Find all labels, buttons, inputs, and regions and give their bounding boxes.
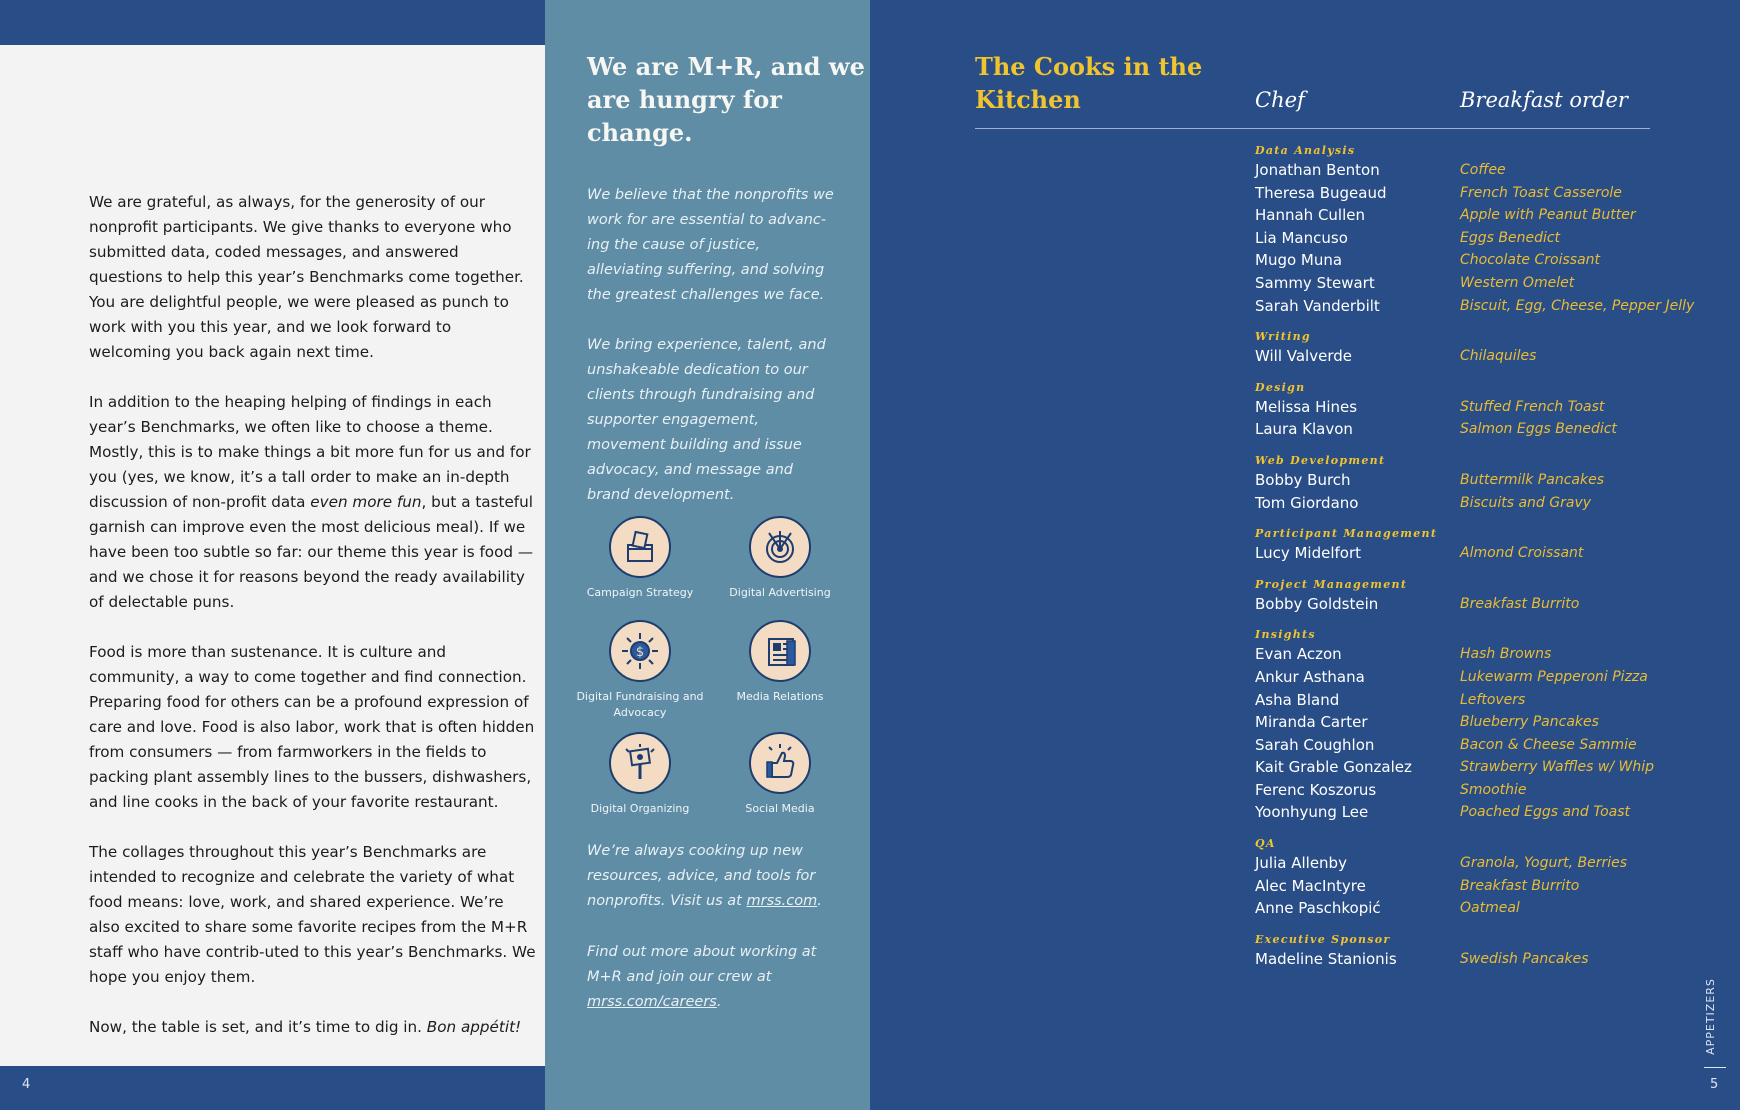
department-heading: Executive Sponsor xyxy=(1255,932,1391,946)
closing-line xyxy=(89,1015,536,1040)
header-rule xyxy=(975,128,1650,129)
service-social-media xyxy=(715,732,845,817)
breakfast-order: Granola, Yogurt, Berries xyxy=(1460,855,1628,872)
protest-sign-icon xyxy=(609,732,671,794)
p2-text: In addition to the heaping helping of findings in each year’s Benchmarks, we often like to choose a theme. Mostly, this is to make things a bit more fun for us and for you (yes, we know, it’s a tall order to make an in-depth discussion of non-profit data xyxy=(89,393,531,511)
page-number-left: 4 xyxy=(22,1077,31,1092)
services-grid xyxy=(575,516,860,816)
chef-name: Bobby Burch xyxy=(1255,470,1351,489)
roster-row xyxy=(1255,542,1725,565)
roster-row xyxy=(1255,227,1725,250)
department-heading: Design xyxy=(1255,380,1306,394)
about-paragraph-3: We’re always cooking up new resources, advice, and tools for nonprofits. Visit us at mrss.com. xyxy=(587,843,822,909)
roster-row xyxy=(1255,689,1725,712)
breakfast-order: Apple with Peanut Butter xyxy=(1460,207,1636,224)
chef-name: Julia Allenby xyxy=(1255,854,1347,873)
service-media-relations xyxy=(715,620,845,705)
intro-text xyxy=(89,190,536,1065)
breakfast-order: Coffee xyxy=(1460,162,1506,178)
chef-name: Asha Bland xyxy=(1255,690,1340,709)
section-tab-label: APPETIZERS xyxy=(1703,978,1717,1055)
chef-name: Ferenc Koszorus xyxy=(1255,780,1377,799)
roster-row xyxy=(1255,801,1725,824)
roster-row xyxy=(1255,779,1725,802)
chef-name: Laura Klavon xyxy=(1255,420,1353,439)
about-heading: We are M+R, and we are hungry for change. xyxy=(587,52,865,147)
newspaper-icon xyxy=(749,620,811,682)
p2-tail: , but a tasteful garnish can improve even the most delicious meal). If we have been too subtle so far: our theme this year is food — and we chose it for reasons beyond the ready availability of delectable puns. xyxy=(89,493,534,611)
roster-row xyxy=(1255,272,1725,295)
roster-row xyxy=(1255,182,1725,205)
breakfast-order: Blueberry Pancakes xyxy=(1460,714,1599,731)
section-tab xyxy=(1700,980,1720,1060)
service-label: Campaign Strategy xyxy=(586,586,694,599)
roster-row xyxy=(1255,711,1725,734)
chef-name: Theresa Bugeaud xyxy=(1255,183,1387,202)
breakfast-order: French Toast Casserole xyxy=(1460,184,1622,201)
roster-row xyxy=(1255,469,1725,492)
chef-name: Lia Mancuso xyxy=(1255,228,1348,247)
breakfast-order: Oatmeal xyxy=(1460,900,1520,917)
intro-paragraph-2 xyxy=(89,390,536,615)
service-digital-organizing xyxy=(575,732,705,817)
chef-name: Sarah Coughlon xyxy=(1255,735,1375,754)
breakfast-order: Western Omelet xyxy=(1460,274,1575,291)
breakfast-order: Leftovers xyxy=(1460,691,1526,708)
about-paragraph-1: We believe that the nonprofits we work for are essential to advanc-ing the cause of justice, alleviating suffering, and solving the greatest challenges we face. xyxy=(587,187,834,303)
chef-name: Sarah Vanderbilt xyxy=(1255,296,1380,315)
chef-name: Kait Grable Gonzalez xyxy=(1255,758,1412,777)
department-heading: Data Analysis xyxy=(1255,144,1356,157)
roster-row xyxy=(1255,159,1725,182)
service-label: Digital Organizing xyxy=(590,802,690,815)
breakfast-order: Lukewarm Pepperoni Pizza xyxy=(1460,668,1648,685)
breakfast-order: Almond Croissant xyxy=(1460,545,1584,562)
roster-list xyxy=(1255,142,1725,970)
column-header-chef: Chef xyxy=(1255,88,1305,112)
breakfast-order: Hash Browns xyxy=(1460,646,1552,663)
breakfast-order: Poached Eggs and Toast xyxy=(1460,804,1631,821)
breakfast-order: Chocolate Croissant xyxy=(1460,252,1601,269)
roster-row xyxy=(1255,418,1725,441)
dollar-coin-icon xyxy=(609,620,671,682)
breakfast-order: Biscuit, Egg, Cheese, Pepper Jelly xyxy=(1460,297,1695,314)
svg-text:$: $ xyxy=(635,645,645,660)
service-label: Digital Fundraising and Advocacy xyxy=(576,690,704,719)
chef-name: Hannah Cullen xyxy=(1255,206,1366,225)
p2-italic: even more fun xyxy=(310,493,422,511)
service-label: Social Media xyxy=(745,802,815,815)
chef-name: Madeline Stanionis xyxy=(1255,949,1397,968)
chef-name: Jonathan Benton xyxy=(1255,161,1380,179)
department-heading: Web Development xyxy=(1255,453,1386,467)
about-paragraph-4: Find out more about working at M+R and join our crew at mrss.com/careers. xyxy=(587,944,817,1010)
breakfast-order: Swedish Pancakes xyxy=(1460,950,1589,967)
intro-paragraph-1: We are grateful, as always, for the generosity of our nonprofit participants. We give thanks to everyone who submitted data, coded messages, and answered questions to help this year’s Benchmarks come together. You are delightful people, we were pleased as punch to work with you this year, and we look forward to welcoming you back again next time. xyxy=(89,193,524,361)
service-campaign-strategy xyxy=(575,516,705,601)
roster-row xyxy=(1255,396,1725,419)
breakfast-order: Strawberry Waffles w/ Whip xyxy=(1460,759,1655,776)
chef-name: Melissa Hines xyxy=(1255,397,1358,416)
roster-row xyxy=(1255,756,1725,779)
intro-paragraph-4: The collages throughout this year’s Benchmarks are intended to recognize and celebrate the variety of what food means: love, work, and shared experience. We’re also excited to share some favorite recipes from the M+R staff who have contrib-uted to this year’s Benchmarks. We hope you enjoy them. xyxy=(89,843,536,986)
roster-row xyxy=(1255,734,1725,757)
department-heading: Writing xyxy=(1255,330,1311,344)
roster-row xyxy=(1255,492,1725,515)
left-page xyxy=(0,0,545,1110)
breakfast-order: Bacon & Cheese Sammie xyxy=(1460,736,1637,753)
chef-name: Anne Paschkopić xyxy=(1255,899,1381,918)
target-icon xyxy=(749,516,811,578)
service-label: Digital Advertising xyxy=(729,586,831,599)
service-digital-fundraising xyxy=(575,620,705,721)
chef-name: Miranda Carter xyxy=(1255,713,1368,732)
roster-row xyxy=(1255,204,1725,227)
mrss-link[interactable]: mrss.com xyxy=(746,893,818,909)
breakfast-order: Stuffed French Toast xyxy=(1460,398,1605,415)
roster-row xyxy=(1255,897,1725,920)
roster-row xyxy=(1255,295,1725,318)
roster-row xyxy=(1255,249,1725,272)
chef-name: Sammy Stewart xyxy=(1255,273,1375,292)
roster-row xyxy=(1255,875,1725,898)
roster-row xyxy=(1255,666,1725,689)
department-heading: QA xyxy=(1255,837,1276,851)
chef-name: Bobby Goldstein xyxy=(1255,594,1379,613)
breakfast-order: Breakfast Burrito xyxy=(1460,877,1580,894)
closing-text: Now, the table is set, and it’s time to dig in. xyxy=(89,1018,422,1036)
chef-name: Mugo Muna xyxy=(1255,251,1343,270)
breakfast-order: Eggs Benedict xyxy=(1460,229,1561,246)
chef-name: Yoonhyung Lee xyxy=(1255,803,1369,822)
department-heading: Insights xyxy=(1255,628,1316,642)
chef-name: Tom Giordano xyxy=(1255,493,1359,512)
para4-text: Find out more about working at M+R and join our crew at xyxy=(587,944,817,985)
chef-name: Alec MacIntyre xyxy=(1255,876,1366,895)
breakfast-order: Biscuits and Gravy xyxy=(1460,494,1592,511)
page-number-right: 5 xyxy=(1710,1077,1719,1092)
bottom-band xyxy=(0,1066,545,1110)
breakfast-order: Breakfast Burrito xyxy=(1460,595,1580,612)
breakfast-order: Buttermilk Pancakes xyxy=(1460,471,1604,488)
service-digital-advertising xyxy=(715,516,845,601)
department-heading: Project Management xyxy=(1255,577,1408,591)
department-heading: Participant Management xyxy=(1255,527,1438,541)
roster-row xyxy=(1255,852,1725,875)
chef-name: Evan Aczon xyxy=(1255,645,1342,664)
top-band xyxy=(0,0,545,45)
roster-title: The Cooks in the Kitchen xyxy=(975,52,1203,114)
para3-text: We’re always cooking up new resources, advice, and tools for nonprofits. Visit us at xyxy=(587,843,816,909)
roster-row xyxy=(1255,948,1725,971)
roster-row xyxy=(1255,643,1725,666)
ballot-box-icon xyxy=(609,516,671,578)
breakfast-order: Salmon Eggs Benedict xyxy=(1460,421,1617,438)
thumbs-up-icon xyxy=(749,732,811,794)
roster-row xyxy=(1255,593,1725,616)
section-rule xyxy=(1704,1067,1726,1068)
chef-name: Ankur Asthana xyxy=(1255,667,1365,686)
intro-paragraph-3: Food is more than sustenance. It is culture and community, a way to come together and find connection. Preparing food for others can be a profound expression of care and love. Food is also labor, work that is often hidden from consumers — from farmworkers in the fields to packing plant assembly lines to the bussers, dishwashers, and line cooks in the back of your favorite restaurant. xyxy=(89,643,535,811)
chef-name: Lucy Midelfort xyxy=(1255,544,1362,563)
breakfast-order: Smoothie xyxy=(1460,781,1527,798)
service-label: Media Relations xyxy=(736,690,824,703)
chef-name: Will Valverde xyxy=(1255,347,1352,366)
about-paragraph-2: We bring experience, talent, and unshakeable dedication to our clients through fundraising and supporter engagement, movement building and issue advocacy, and message and brand development. xyxy=(587,337,826,503)
column-header-order: Breakfast order xyxy=(1460,88,1628,112)
careers-link[interactable]: mrss.com/careers xyxy=(587,994,717,1010)
breakfast-order: Chilaquiles xyxy=(1460,348,1537,365)
about-column xyxy=(545,0,870,1110)
roster-row xyxy=(1255,345,1725,368)
closing-italic: Bon appétit! xyxy=(426,1018,522,1036)
